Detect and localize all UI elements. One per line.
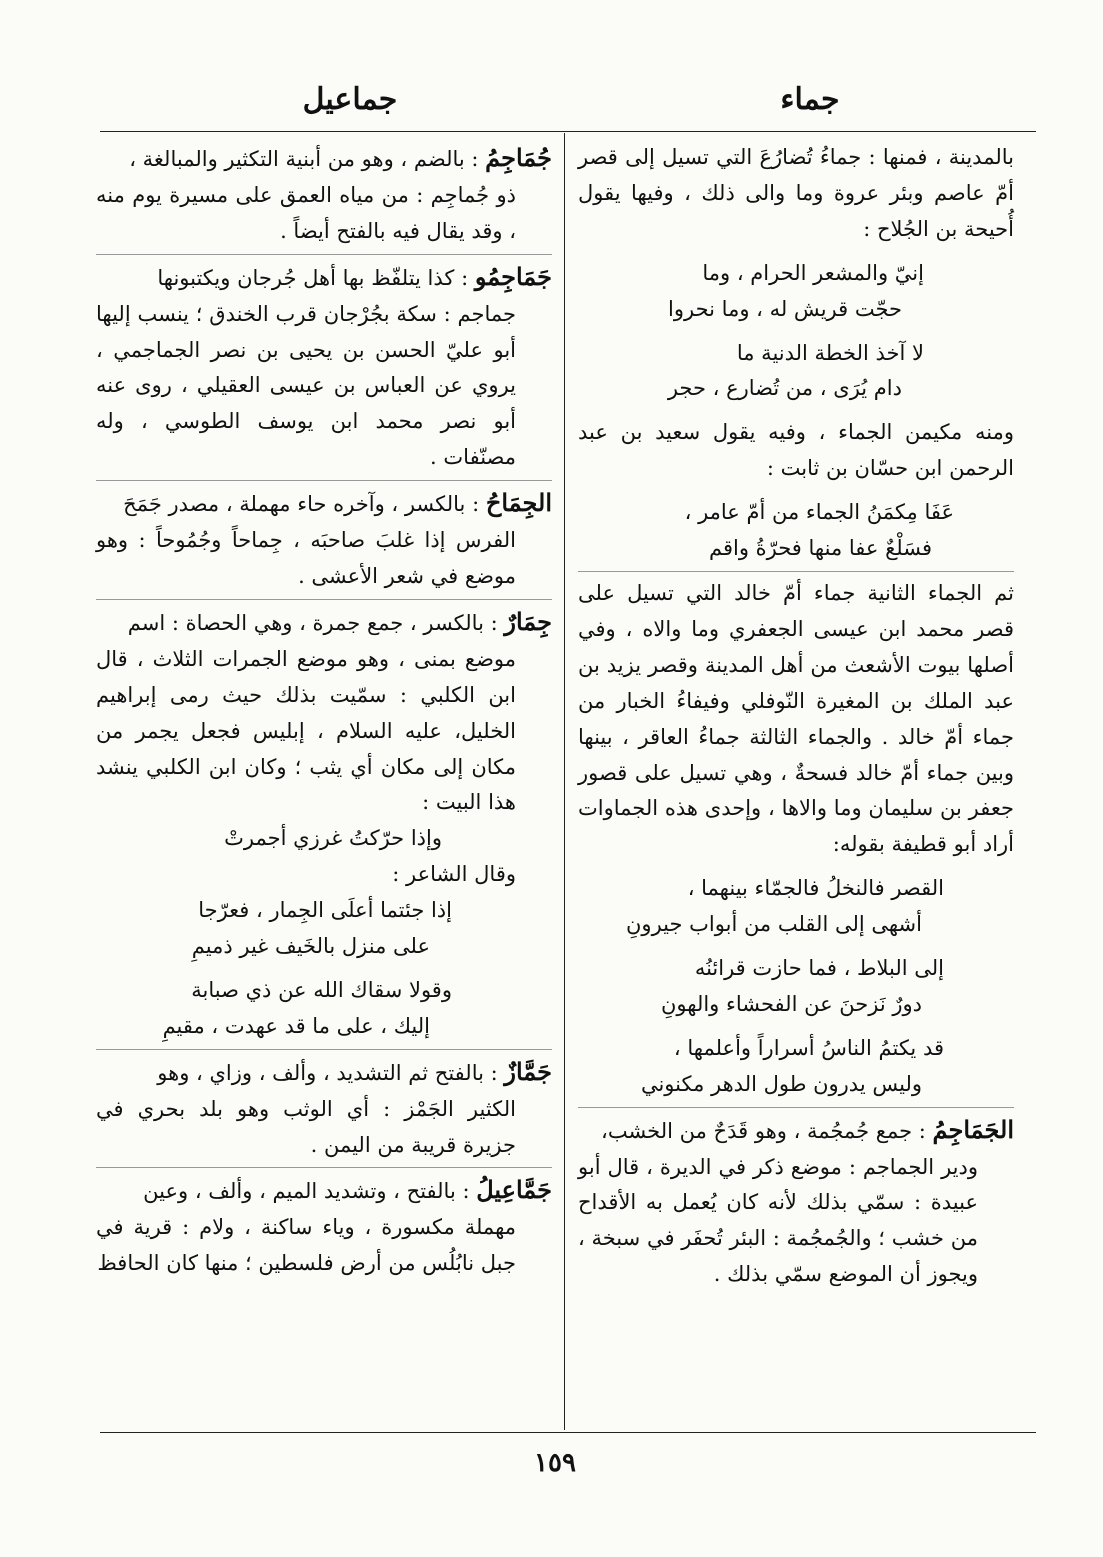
dictionary-entry [96, 1172, 552, 1282]
dictionary-entry [96, 140, 552, 250]
entry-headword: جَمَّاعِيلُ [476, 1175, 552, 1205]
entry-headword: الجَمَاجِمُ [932, 1114, 1014, 1144]
verse-line: دورٌ نَزحنَ عن الفحشاء والهونِ [661, 991, 922, 1016]
entry-body: وقال الشاعر : [392, 862, 516, 887]
paragraph: ومنه مكيمن الجماء ، وفيه يقول سعيد بن عبد الرحمن ابن حسّان بن ثابت : [578, 420, 1014, 481]
dictionary-entry [96, 1054, 552, 1164]
verse-line: على منزل بالخَيف غير ذميمِ [191, 934, 430, 959]
entry-text: : بالضم ، وهو من أبنية التكثير والمبالغة ، [129, 147, 479, 171]
verse-line: إليك ، على ما قد عهدت ، مقيمِ [162, 1013, 430, 1038]
entry-headword: جِمَارٌ [504, 606, 552, 636]
entry-body: جماجم : سكة بجُرْجان قرب الخندق ؛ ينسب إليها أبو عليّ الحسن بن يحيى بن نصر الجماجمي ، يروي عن العباس بن عيسى العقيلي ، روى عنه أبو نصر محمد ابن يوسف الطوسي ، وله مصنّفات . [96, 301, 516, 470]
entry-headword: جَمَّازٌ [504, 1056, 552, 1086]
right-column [578, 140, 1014, 1293]
dictionary-entry [96, 259, 552, 476]
verse-line: وليس يدرون طول الدهر مكنوني [640, 1071, 922, 1096]
verse-line: القصر فالنخلُ فالجمّاء بينهما ، [687, 876, 944, 901]
entry-divider [578, 1107, 1014, 1108]
verse-line: وإذا حرّكتُ غرزي أجمرتْ [224, 826, 442, 851]
verse-line: دام يُرَى ، من تُضارع ، حجر [667, 376, 902, 401]
paragraph: بالمدينة ، فمنها : جماءُ تُضارُعَ التي تسيل إلى قصر أمّ عاصم وبئر عروة وما والى ذلك ، وفيها يقول أُحيحة بن الجُلاح : [578, 145, 1014, 241]
entry-text: : جمع جُمجُمة ، وهو قَدَحٌ من الخشب، [601, 1118, 926, 1143]
left-column [96, 140, 552, 1282]
entry-body: الكثير الجَمْز : أي الوثب وهو بلد بحري في جزيرة قريبة من اليمن . [96, 1096, 516, 1157]
entry-headword: جُمَاجِمُ [485, 143, 552, 172]
dictionary-entry [96, 604, 552, 1045]
entry-headword: الجِمَاحُ [485, 488, 552, 518]
entry-text: : بالكسر ، جمع جمرة ، وهي الحصاة : اسم [127, 610, 498, 635]
verse-block [578, 871, 1014, 1102]
entry-headword: جَمَاجِمُو [474, 261, 552, 291]
entry-text: : بالفتح ثم التشديد ، وألف ، وزاي ، وهو [157, 1060, 498, 1085]
entry-divider [96, 1167, 552, 1168]
running-header-left: جماعيل [302, 82, 398, 117]
running-header-right: جماء [780, 82, 840, 117]
dictionary-entry [578, 1112, 1014, 1294]
column-divider [564, 133, 565, 1430]
entry-body: الفرس إذا غلبَ صاحبَه ، جِماحاً وجُمُوحاً : وهو موضع في شعر الأعشى . [96, 528, 516, 588]
page-number: ١٥٩ [534, 1448, 576, 1478]
entry-divider [96, 254, 552, 255]
verse-line: وقولا سقاك الله عن ذي صبابة [191, 977, 452, 1002]
verse-line: عَفَا مِكمَنُ الجماء من أمّ عامر ، [684, 500, 954, 525]
header-rule [100, 131, 1036, 132]
entry-body: موضع بمنى ، وهو موضع الجمرات الثلاث ، قال ابن الكلبي : سمّيت بذلك حيث رمى إبراهيم الخليل، عليه السلام ، إبليس فجعل يجمر من مكان إلى مكان أي يثب ؛ وكان ابن الكلبي ينشد هذا البيت : [96, 646, 516, 815]
entry-text: : بالفتح ، وتشديد الميم ، وألف ، وعين [143, 1179, 470, 1204]
entry-divider [96, 480, 552, 481]
verse-block [578, 256, 1014, 408]
entry-body: مهملة مكسورة ، وياء ساكنة ، ولام : قرية في جبل نابُلُس من أرض فلسطين ؛ منها كان الحافظ [96, 1215, 516, 1276]
verse-line: لا آخذ الخطة الدنية ما [736, 340, 924, 365]
entry-divider [96, 599, 552, 600]
verse-line: إذا جئتما أعلَى الجِمار ، فعرّجا [198, 898, 452, 923]
entry-divider [578, 571, 1014, 572]
entry-body: ودير الجماجم : موضع ذكر في الديرة ، قال أبو عبيدة : سمّي بذلك لأنه كان يُعمل به الأقداح من خشب ؛ والجُمجُمة : البئر تُحفَر في سبخة ، ويجوز أن الموضع سمّي بذلك . [578, 1154, 978, 1287]
verse-block [96, 893, 552, 1045]
footer-rule [100, 1432, 1036, 1433]
verse-line: حجّت قريش له ، وما نحروا [668, 296, 902, 321]
entry-text: : كذا يتلفّظ بها أهل جُرجان ويكتبونها [157, 265, 469, 290]
verse-line: قد يكتمُ الناسُ أسراراً وأعلمها ، [673, 1035, 944, 1060]
verse-line: إلى البلاط ، فما حازت قرائنُه [694, 956, 944, 981]
paragraph: ثم الجماء الثانية جماء أمّ خالد التي تسيل على قصر محمد ابن عيسى الجعفري وما والاه ، وفي أصلها بيوت الأشعث من أهل المدينة وقصر يزيد بن عبد الملك بن المغيرة النّوفلي وفيفاءُ الخبار من جماء أمّ خالد . والجماء الثالثة جماءُ العاقر ، بينها وبين جماء أمّ خالد فسحةٌ ، وهي تسيل على قصور جعفر بن سليمان وما والاها ، وإحدى هذه الجماوات أراد أبو قطيفة بقوله: [578, 580, 1014, 857]
dictionary-entry [96, 485, 552, 595]
verse-block [578, 495, 1014, 567]
entry-text: : بالكسر ، وآخره حاء مهملة ، مصدر جَمَحَ [123, 492, 480, 517]
entry-divider [96, 1049, 552, 1050]
verse-line: فسَلْعٌ عفا منها فحرّةُ واقم [709, 536, 932, 561]
verse-line: أشهى إلى القلب من أبواب جيرونِ [626, 912, 922, 937]
verse-line: إنيّ والمشعر الحرام ، وما [702, 260, 924, 285]
entry-body: ذو جُماجِم : من مياه العمق على مسيرة يوم منه ، وقد يقال فيه بالفتح أيضاً . [96, 182, 516, 243]
